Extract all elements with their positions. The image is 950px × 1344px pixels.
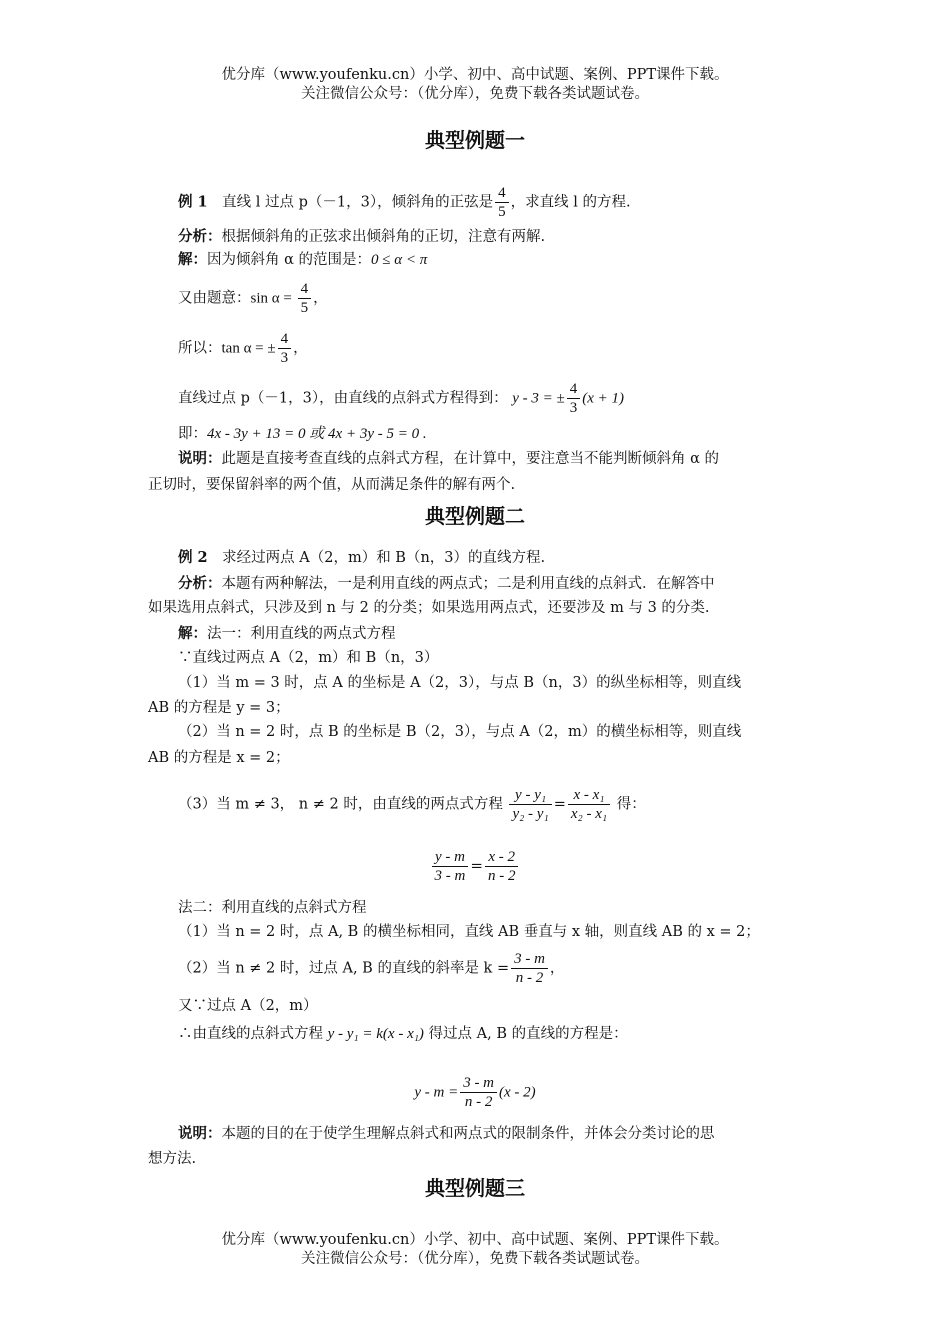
ex3-title: 典型例题三 [425,1176,525,1200]
ex1-result: 即：4x - 3y + 13 = 0 或 4x + 3y - 5 = 0 . [178,426,427,442]
ex2-case2a: （2）当 n = 2 时，点 B 的坐标是 B（2，3），与点 A（2，m）的横坐标相等，则直线 [178,724,742,740]
ex1-note-1: 说明：此题是直接考查直线的点斜式方程，在计算中，要注意当不能判断倾斜角 α 的 [178,450,720,467]
ex2-analysis-2: 如果选用点斜式，只涉及到 n 与 2 的分类；如果选用两点式，还要涉及 m 与 3 的分类. [148,600,710,616]
ex2-case3: （3）当 m ≠ 3， n ≠ 2 时，由直线的两点式方程 $\frac{\text{y - y₁}}{\text{y₂ - y₁}}$ = $\frac{\text{x - x₁}}{\text{x₂ - x₁}}$ 得： [178,787,646,822]
ex2-question: 例 2 求经过两点 A（2，m）和 B（n，3）的直线方程. [178,549,546,566]
ex2-case1b: AB 的方程是 y = 3； [148,700,290,716]
ex1-q-end: ，求直线 l 的方程. [510,194,631,211]
ex1-q-label: 例 1 [178,193,208,211]
ex1-q-text: 直线 l 过点 p（－1，3），倾斜角的正弦是 [207,194,494,211]
ex2-m2-case2: （2）当 n ≠ 2 时，过点 A, B 的直线的斜率是 k = $\frac{3 - m}{n - 2}$ ， [178,951,565,986]
ex2-two-point-result: $\frac{y - m}{3 - m}$ = $\frac{x - 2}{n - 2}$ [0,848,950,885]
ex2-method1: 解：法一：利用直线的两点式方程 [178,625,396,642]
ex2-note-2: 想方法. [148,1151,197,1167]
page-header [0,66,950,104]
ex2-because1: ∵直线过两点 A（2，m）和 B（n，3） [178,650,439,666]
ex2-analysis-1: 分析：本题有两种解法，一是利用直线的两点式；二是利用直线的点斜式．在解答中 [178,575,715,592]
ex2-because2: 又∵过点 A（2，m） [178,998,318,1014]
ex1-title: 典型例题一 [425,128,525,152]
ex2-therefore: ∴由直线的点斜式方程 y - y₁ = k(x - x₁) 得过点 A, B 的直线的方程是： [178,1026,628,1042]
ex2-final-equation: y - m = $\frac{3 - m}{n - 2}$ (x - 2) [414,1075,536,1110]
footer-line-1: 优分库（www.youfenku.cn）小学、初中、高中试题、案例、PPT课件下载。 [221,1232,729,1248]
ex1-tan-line: 所以：tan α = ± $\frac{4}{3}$ ， [178,331,308,366]
ex1-analysis: 分析：根据倾斜角的正弦求出倾斜角的正切，注意有两解. [178,228,546,245]
page-footer [0,1231,950,1269]
ex1-note-2: 正切时，要保留斜率的两个值，从而满足条件的解有两个. [148,477,516,493]
header-line-1: 优分库（www.youfenku.cn）小学、初中、高中试题、案例、PPT课件下载。 [221,67,729,83]
footer-line-2: 关注微信公众号：（优分库），免费下载各类试题试卷。 [301,1251,649,1267]
ex1-q-fraction: $\frac{4}{5}$ [495,184,509,221]
ex2-m2-case1: （1）当 n = 2 时，点 A, B 的横坐标相同，直线 AB 垂直与 x 轴，则直线 AB 的 x = 2； [178,924,760,940]
ex2-title: 典型例题二 [425,504,525,528]
ex2-case1a: （1）当 m = 3 时，点 A 的坐标是 A（2，3），与点 B（n，3）的纵坐标相等，则直线 [178,675,742,691]
ex1-sin-line: 又由题意：sin α = $\frac{4}{5}$ ， [178,281,328,316]
ex1-question [178,184,631,221]
header-line-2: 关注微信公众号：（优分库），免费下载各类试题试卷。 [301,86,649,102]
ex1-range: 0 ≤ α < π [371,252,428,268]
ex2-method2: 法二：利用直线的点斜式方程 [178,900,367,916]
ex1-point-slope: 直线过点 p（－1，3），由直线的点斜式方程得到： y - 3 = ± $\frac{4}{3}$ (x + 1) [178,381,624,416]
ex2-note-1: 说明：本题的目的在于使学生理解点斜式和两点式的限制条件，并体会分类讨论的思 [178,1125,715,1142]
ex1-solution: 解：因为倾斜角 α 的范围是：0 ≤ α < π [178,251,428,268]
ex2-case2b: AB 的方程是 x = 2； [148,750,290,766]
